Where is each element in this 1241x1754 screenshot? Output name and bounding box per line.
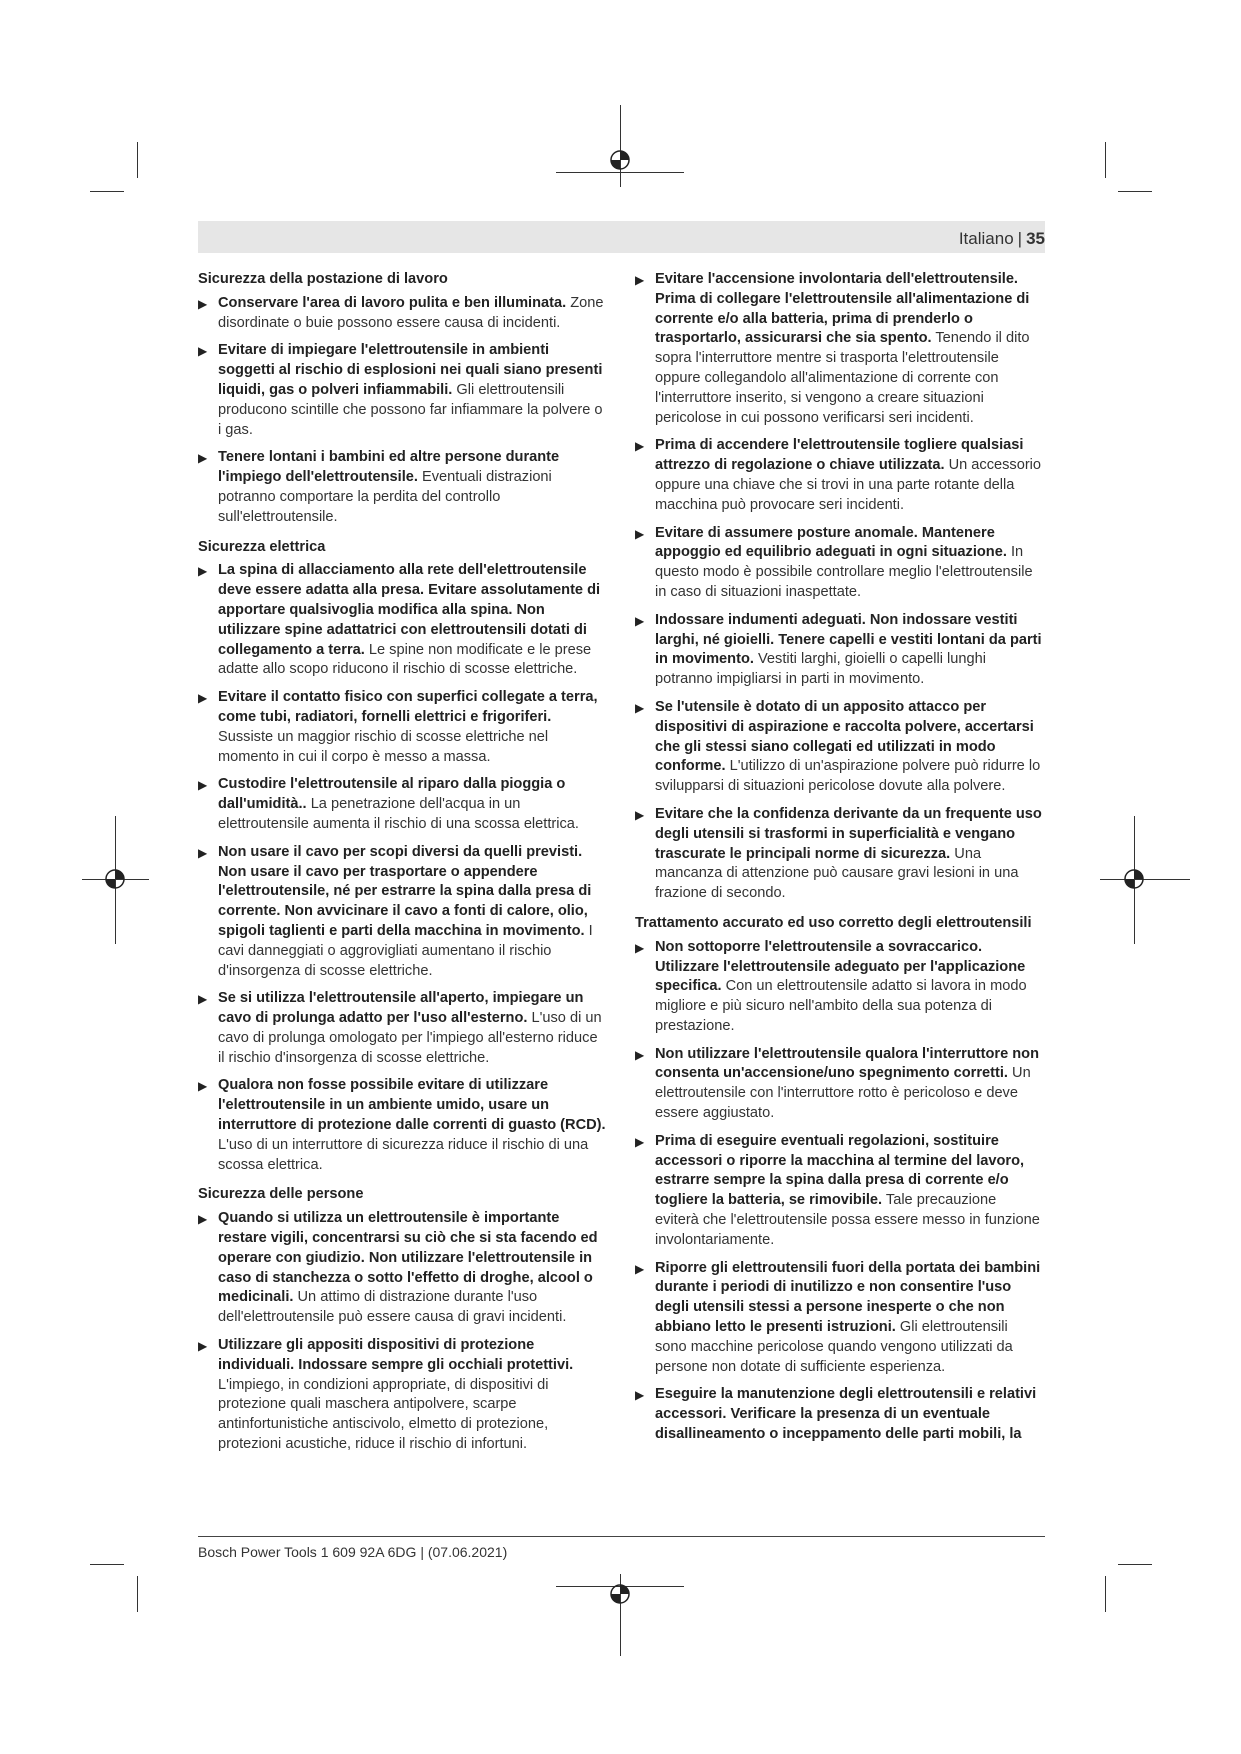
registration-line [620, 105, 621, 187]
bullet-icon: ▶ [635, 807, 645, 822]
registration-target-icon [103, 867, 127, 891]
registration-target-icon [608, 148, 632, 172]
bullet-icon: ▶ [635, 700, 645, 715]
footer-rule [198, 1536, 1045, 1537]
bullet-icon: ▶ [635, 1388, 645, 1403]
bullet-icon: ▶ [198, 344, 208, 359]
list-item: ▶ Tenere lontani i bambini ed altre persone durante l'impiego dell'elettroutensile. Eventuali distrazioni potranno comportare la perdita del controllo sull'elettroutensile. [198, 449, 560, 525]
bullet-icon: ▶ [635, 613, 645, 628]
list-item: ▶ Custodire l'elettroutensile al riparo dalla pioggia o dall'umidità.. La penetrazione dell'acqua in un elettroutensile aumenta il rischio di una scossa elettrica. [198, 776, 579, 832]
list-item: ▶ Non sottoporre l'elettroutensile a sovraccarico. Utilizzare l'elettroutensile adeguato per l'applicazione specifica. Con un elettroutensile adatto si lavora in modo migliore e più sicuro nell'ambito della sua potenza di prestazione. [635, 938, 1027, 1034]
list-item: ▶ Evitare l'accensione involontaria dell'elettroutensile. Prima di collegare l'elettroutensile all'alimentazione di corrente e/o alla batteria, prima di prenderlo o trasportarlo, assicurarsi che sia spento. Tenendo il dito sopra l'interruttore mentre si trasporta l'elettroutensile oppure collegandolo all'alimentazione di corrente con l'interruttore inserito, si vengono a creare situazioni pericolose in cui possono verificarsi seri incidenti. [635, 271, 1030, 426]
bullet-icon: ▶ [198, 845, 208, 860]
registration-target-icon [608, 1582, 632, 1606]
list-item: ▶ Prima di eseguire eventuali regolazioni, sostituire accessori o riporre la macchina al termine del lavoro, estrarre sempre la spina dalla presa di corrente e/o togliere la batteria, se rimovibile. Tale precauzione eviterà che l'elettroutensile possa essere messo in funzione involontariamente. [635, 1132, 1040, 1248]
list-item: ▶ Evitare il contatto fisico con superfici collegate a terra, come tubi, radiatori, fornelli elettrici e frigoriferi. Sussiste un maggior rischio di scosse elettriche nel momento in cui il corpo è messo a massa. [198, 689, 598, 765]
crop-mark [137, 142, 138, 178]
bullet-icon: ▶ [198, 691, 208, 706]
list-item: ▶ Se l'utensile è dotato di un apposito attacco per dispositivi di aspirazione e raccolta polvere, accertarsi che gli stessi siano collegati ed utilizzati in modo conforme. L'utilizzo di un'aspirazione polvere può ridurre lo svilupparsi di situazioni pericolose dovute alla polvere. [635, 698, 1041, 795]
page-number: 35 [1026, 229, 1045, 248]
section-title: Sicurezza elettrica [198, 538, 326, 555]
bullet-icon: ▶ [198, 992, 208, 1007]
list-item: ▶ Prima di accendere l'elettroutensile togliere qualsiasi attrezzo di regolazione o chiave utilizzata. Un accessorio oppure una chiave che si trovi in una parte rotante della macchina può provocare seri incidenti. [635, 437, 1042, 513]
crop-mark [90, 191, 124, 192]
bullet-icon: ▶ [198, 451, 208, 466]
header-band [198, 221, 1045, 253]
crop-mark [1105, 142, 1106, 178]
section-title: Sicurezza della postazione di lavoro [198, 271, 448, 287]
crop-mark [1105, 1576, 1106, 1612]
crop-mark [1118, 1564, 1152, 1565]
bullet-icon: ▶ [198, 1079, 208, 1094]
section-title: Trattamento accurato ed uso corretto degli elettroutensili [635, 914, 1032, 931]
list-item: ▶ Quando si utilizza un elettroutensile è importante restare vigili, concentrarsi su ciò che si sta facendo ed operare con giudizio. Non utilizzare l'elettroutensile in caso di stanchezza o sotto l'effetto di droghe, alcool o medicinali. Un attimo di distrazione durante l'uso dell'elettroutensile può essere causa di gravi incidenti. [198, 1210, 598, 1326]
bullet-icon: ▶ [635, 1047, 645, 1062]
bullet-icon: ▶ [635, 526, 645, 541]
right-column [635, 270, 1043, 1453]
bullet-icon: ▶ [198, 296, 208, 311]
registration-target-icon [1122, 867, 1146, 891]
bullet-icon: ▶ [198, 1212, 208, 1227]
bullet-icon: ▶ [635, 273, 645, 287]
list-item: ▶ Evitare che la confidenza derivante da un frequente uso degli utensili si trasformi in superficialità e vengano trascurate le principali norme di sicurezza. Una mancanza di attenzione può causare gravi lesioni in una frazione di secondo. [635, 805, 1042, 902]
list-item: ▶ Non utilizzare l'elettroutensile qualora l'interruttore non consenta un'accensione/uno spegnimento corretti. Un elettroutensile con l'interruttore rotto è pericoloso e deve essere aggiustato. [635, 1045, 1039, 1122]
list-item: ▶ Eseguire la manutenzione degli elettroutensili e relativi accessori. Verificare la presenza di un eventuale disallineamento o inceppamento delle parti mobili, la [635, 1386, 1037, 1443]
list-item: ▶ Utilizzare gli appositi dispositivi di protezione individuali. Indossare sempre gli occhiali protettivi. L'impiego, in condizioni appropriate, di dispositivi di protezione quali maschera antipolvere, scarpe antinfortunistiche antiscivolo, elmetto di protezione, protezioni acustiche, riduce il rischio di infortuni. [198, 1337, 574, 1453]
bullet-icon: ▶ [198, 564, 208, 579]
list-item: ▶ Riporre gli elettroutensili fuori della portata dei bambini durante i periodi di inutilizzo e non consentire l'uso degli utensili stessi a persone inesperte o che non abbiano letto le presenti istruzioni. Gli elettroutensili sono macchine pericolose quando vengono utilizzati da persone non dotate di sufficiente esperienza. [635, 1259, 1041, 1375]
list-item: ▶ La spina di allacciamento alla rete dell'elettroutensile deve essere adatta alla presa. Evitare assolutamente di apportare qualsivoglia modifica alla spina. Non utilizzare spine adattatrici con elettroutensili dotati di collegamento a terra. Le spine non modificate e le prese adatte allo scopo riducono il rischio di scosse elettriche. [198, 562, 601, 678]
crop-mark [137, 1576, 138, 1612]
bullet-icon: ▶ [635, 1134, 645, 1149]
left-column [198, 270, 606, 1463]
bullet-icon: ▶ [635, 439, 645, 454]
list-item: ▶ Evitare di assumere posture anomale. Mantenere appoggio ed equilibrio adeguati in ogni situazione. In questo modo è possibile controllare meglio l'elettroutensile in caso di situazioni inaspettate. [635, 524, 1033, 600]
list-item: ▶ Se si utilizza l'elettroutensile all'aperto, impiegare un cavo di prolunga adatto per l'uso all'esterno. L'uso di un cavo di prolunga omologato per l'impiego all'esterno riduce il rischio d'insorgenza di scosse elettriche. [198, 990, 602, 1066]
list-item: ▶ Indossare indumenti adeguati. Non indossare vestiti larghi, né gioielli. Tenere capelli e vestiti lontani da parti in movimento. Vestiti larghi, gioielli o capelli lunghi potranno impigliarsi in parti in movimento. [635, 611, 1042, 688]
list-item: ▶ Conservare l'area di lavoro pulita e ben illuminata. Zone disordinate o buie possono essere causa di incidenti. [198, 294, 604, 331]
list-item: ▶ Non usare il cavo per scopi diversi da quelli previsti. Non usare il cavo per trasportare o appendere l'elettroutensile, né per estrarre la spina dalla presa di corrente. Non avvicinare il cavo a fonti di calore, olio, spigoli taglienti e parti della macchina in movimento. I cavi danneggiati o aggrovigliati aumentano il rischio d'insorgenza di scosse elettriche. [198, 843, 593, 979]
header-language: Italiano [958, 229, 1014, 248]
page-header: Italiano | 35 [958, 229, 1045, 248]
bullet-icon: ▶ [635, 940, 645, 955]
bullet-icon: ▶ [198, 1339, 208, 1354]
bullet-icon: ▶ [198, 778, 208, 793]
registration-line [556, 172, 684, 173]
list-item: ▶ Evitare di impiegare l'elettroutensile in ambienti soggetti al rischio di esplosioni nei quali siano presenti liquidi, gas o polveri infiammabili. Gli elettroutensili producono scintille che possono far infiammare la polvere o i gas. [198, 342, 603, 438]
page-footer: Bosch Power Tools 1 609 92A 6DG | (07.06.2021) [198, 1544, 508, 1560]
crop-mark [1118, 191, 1152, 192]
crop-mark [90, 1564, 124, 1565]
list-item: ▶ Qualora non fosse possibile evitare di utilizzare l'elettroutensile in un ambiente umido, usare un interruttore di protezione dalle correnti di guasto (RCD). L'uso di un interruttore di sicurezza riduce il rischio di una scossa elettrica. [198, 1077, 606, 1173]
section-title: Sicurezza delle persone [198, 1186, 364, 1203]
bullet-icon: ▶ [635, 1261, 645, 1276]
